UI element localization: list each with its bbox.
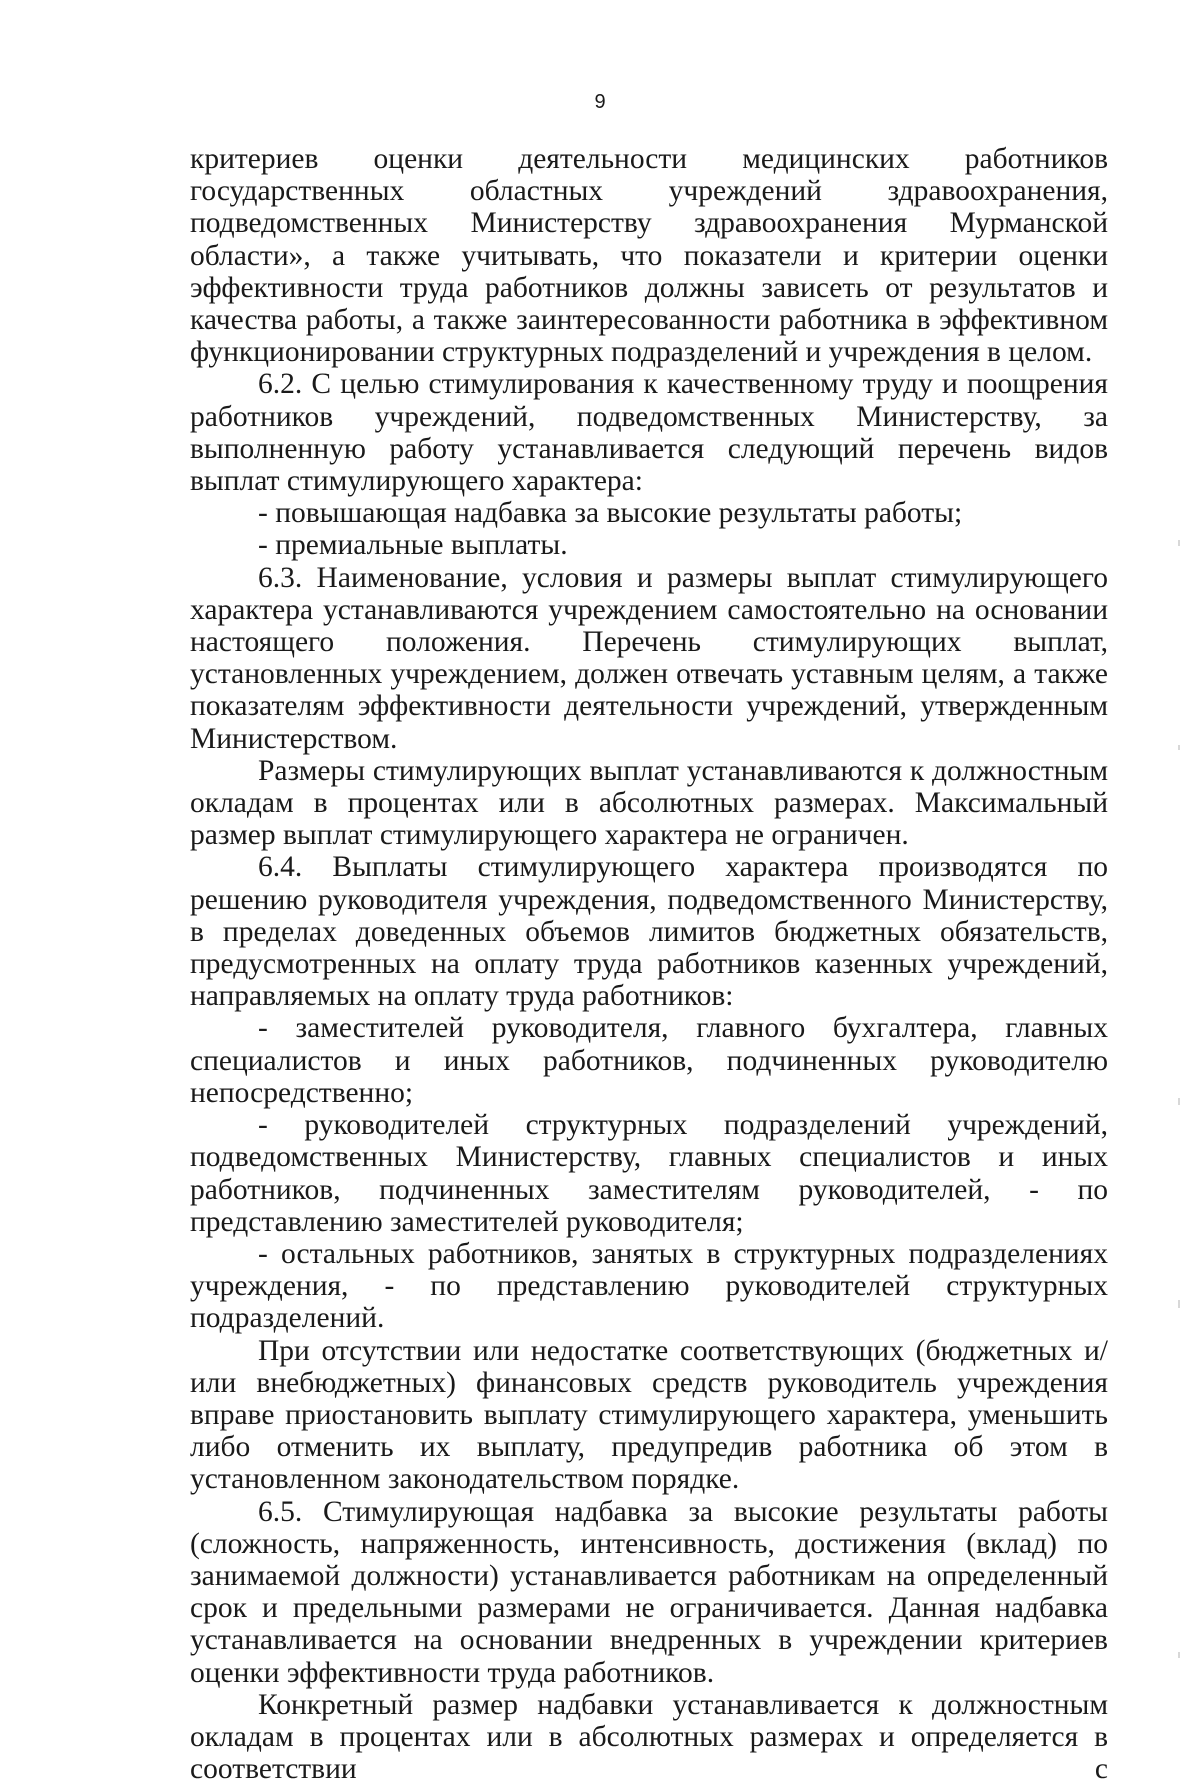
scan-artifact (1178, 1098, 1180, 1105)
paragraph-6-2: 6.2. С целью стимулирования к качественному труду и поощрения работников учреждений, подведомственных Министерству, за выполненную работу устанавливается следующий перечень видов выплат стимулирующего характера: (190, 368, 1108, 498)
paragraph-6-3: 6.3. Наименование, условия и размеры выплат стимулирующего характера устанавливаются учреждением самостоятельно на основании настоящего положения. Перечень стимулирующих выплат, установленных учреждением, должен отвечать уставным целям, а также показателям эффективности деятельности учреждений, утвержденным Министерством. (190, 561, 1108, 755)
list-item-raising-bonus: - повышающая надбавка за высокие результаты работы; (258, 497, 963, 530)
scan-artifact (1178, 745, 1180, 750)
paragraph-bonus-size: Конкретный размер надбавки устанавливается к должностным окладам в процентах или в абсолютных размерах и определяется в соответствии с (190, 1688, 1108, 1785)
scan-artifact (1178, 540, 1180, 546)
paragraph-criteria-continuation: критериев оценки деятельности медицинских работников государственных областных учреждений здравоохранения, подведомственных Министерству здравоохранения Мурманской области», а также учитывать, что показатели и критерии оценки эффективности труда работников должны зависеть от результатов и качества работы, а также заинтересованности работника в эффективном функционировании структурных подразделений и учреждения в целом. (190, 143, 1108, 369)
list-item-unit-heads: - руководителей структурных подразделений учреждений, подведомственных Министерству, главных специалистов и иных работников, подчиненных заместителям руководителей, - по представлению заместителей руководителя; (190, 1109, 1108, 1238)
paragraph-insufficient-funds: При отсутствии или недостатке соответствующих (бюджетных и/или внебюджетных) финансовых средств руководитель учреждения вправе приостановить выплату стимулирующего характера, уменьшить либо отменить их выплату, предупредив работника об этом в установленном законодательством порядке. (190, 1334, 1108, 1496)
list-item-premium-payments: - премиальные выплаты. (258, 529, 568, 562)
list-item-other-workers: - остальных работников, занятых в структурных подразделениях учреждения, - по представлению руководителей структурных подразделений. (190, 1237, 1108, 1335)
paragraph-6-5: 6.5. Стимулирующая надбавка за высокие результаты работы (сложность, напряженность, интенсивность, достижения (вклад) по занимаемой должности) устанавливается работникам на определенный срок и предельными размерами не ограничивается. Данная надбавка устанавливается на основании внедренных в учреждении критериев оценки эффективности труда работников. (190, 1495, 1108, 1689)
scan-artifact (1178, 1300, 1180, 1308)
scan-artifact (1178, 1652, 1180, 1658)
page-number: 9 (594, 91, 606, 113)
list-item-deputies: - заместителей руководителя, главного бухгалтера, главных специалистов и иных работников, подчиненных руководителю непосредственно; (190, 1012, 1108, 1109)
paragraph-6-4: 6.4. Выплаты стимулирующего характера производятся по решению руководителя учреждения, подведомственного Министерству, в пределах доведенных объемов лимитов бюджетных обязательств, предусмотренных на оплату труда работников казенных учреждений, направляемых на оплату труда работников: (190, 851, 1108, 1013)
paragraph-payment-sizes: Размеры стимулирующих выплат устанавливаются к должностным окладам в процентах или в абсолютных размерах. Максимальный размер выплат стимулирующего характера не ограничен. (190, 754, 1108, 852)
document-body (190, 143, 1108, 1785)
